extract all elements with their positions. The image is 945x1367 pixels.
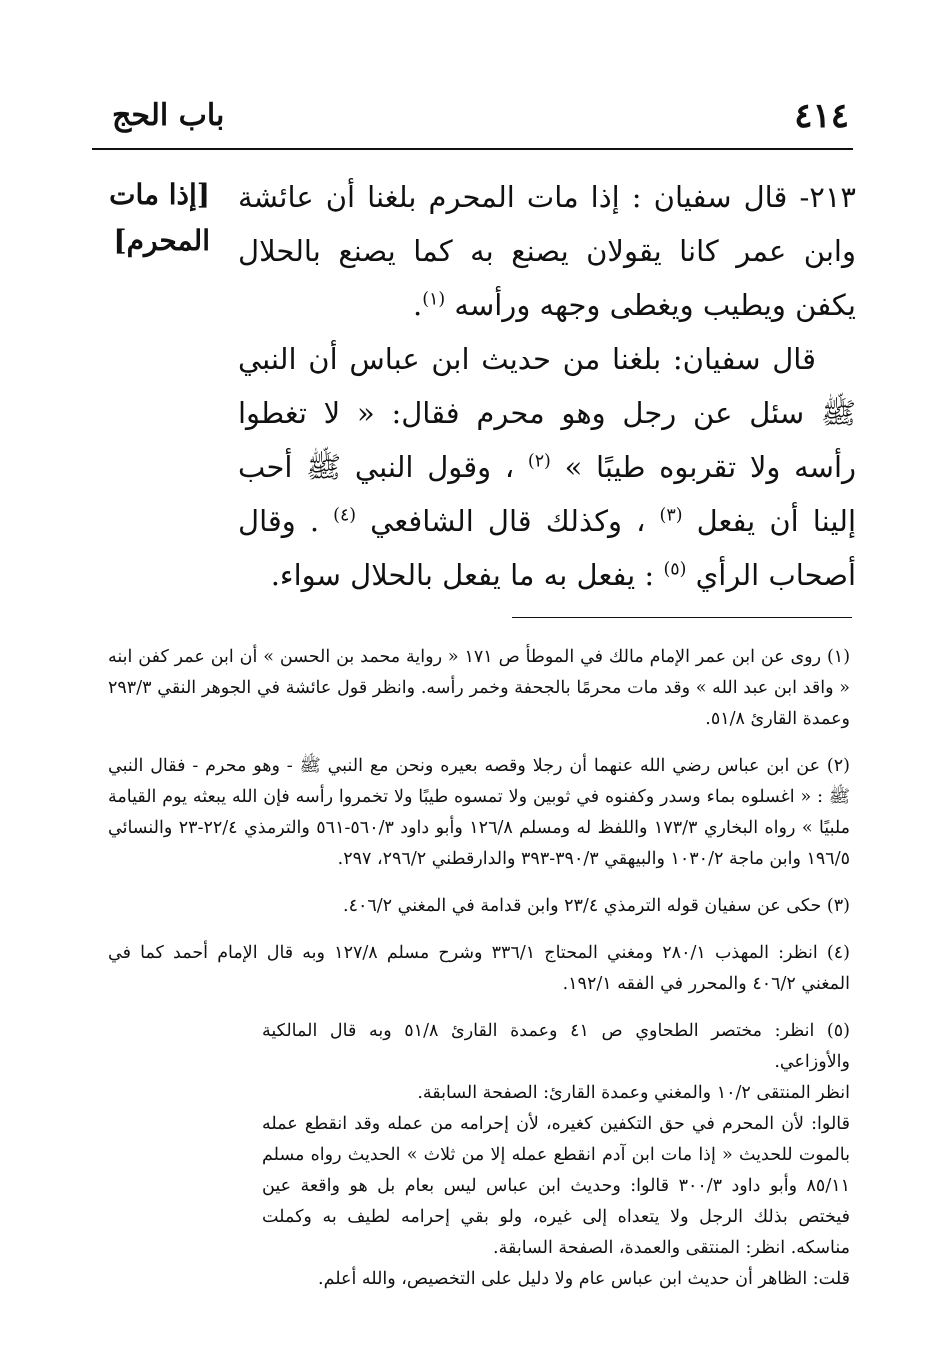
paragraph-part1: قال سفيان: بلغنا من حديث ابن عباس أن النبي ﷺ سئل عن رجل وهو محرم فقال: « لا تغطوا رأسه ولا تقربوه طيبًا » — [238, 342, 857, 484]
footnote-5-line1: (٥) انظر: مختصر الطحاوي ص ٤١ وعمدة القارئ ٥١/٨ وبه قال المالكية والأوزاعي. — [262, 1021, 850, 1072]
paragraph-sufyan — [238, 332, 856, 602]
paragraph-part2: ، وقول النبي ﷺ أحب إلينا أن يفعل — [238, 450, 856, 538]
footnote-ref-1: (١) — [422, 289, 446, 310]
footnote-5 — [108, 1016, 850, 1295]
footnote-ref-5: (٥) — [663, 559, 687, 580]
footnote-1: (١) روى عن ابن عمر الإمام مالك في الموطأ ص ١٧١ « رواية محمد بن الحسن » أن ابن عمر كفن ابنه « واقد ابن عبد الله » وقد مات محرمًا بالجحفة وخمر رأسه. وانظر قول عائشة في الجوهر النقي ٢٩٣/٣ وعمدة القارئ ٥١/٨. — [108, 647, 851, 729]
paragraph-213-end: . — [413, 288, 423, 322]
chapter-title: باب الحج — [112, 98, 225, 133]
margin-heading-line1: [إذا مات — [109, 178, 210, 211]
footnote-4: (٤) انظر: المهذب ٢٨٠/١ ومغني المحتاج ٣٣٦/١ وشرح مسلم ١٢٧/٨ وبه قال الإمام أحمد كما في المغني ٤٠٦/٢ والمحرر في الفقه ١٩٢/١. — [108, 943, 850, 994]
header-rule — [92, 148, 853, 150]
paragraph-213-text: ٢١٣- قال سفيان : إذا مات المحرم بلغنا أن عائشة وابن عمر كانا يقولان يصنع به كما يصنع بالحلال يكفن ويطيب ويغطى وجهه ورأسه — [238, 180, 856, 322]
footnote-ref-4: (٤) — [333, 505, 357, 526]
footnote-ref-2: (٢) — [527, 451, 551, 472]
footnote-3: (٣) حكى عن سفيان قوله الترمذي ٢٣/٤ وابن قدامة في المغني ٤٠٦/٢. — [342, 896, 850, 916]
margin-heading — [92, 172, 210, 264]
footnote-rule — [512, 617, 852, 618]
footnote-5-line3: قالوا: لأن المحرم في حق التكفين كغيره، لأن إحرامه من عمله وقد انقطع عمله بالموت للحديث « إذا مات ابن آدم انقطع عمله إلا من ثلاث » الحديث رواه مسلم ٨٥/١١ وأبو داود ٣٠٠/٣ قالوا: وحديث ابن عباس ليس بعام بل هو واقعة عين فيختص بذلك الرجل ولا يتعداه إلى غيره، ولو بقي إحرامه لطيف به وكملت مناسكه. انظر: المنتقى والعمدة، الصفحة السابقة. — [262, 1114, 851, 1258]
footnote-5-body — [262, 1016, 850, 1295]
footnote-5-line2: انظر المنتقى ١٠/٢ والمغني وعمدة القارئ: الصفحة السابقة. — [417, 1083, 850, 1103]
footnote-5-line4: قلت: الظاهر أن حديث ابن عباس عام ولا دليل على التخصيص، والله أعلم. — [318, 1269, 850, 1289]
paragraph-part3: ، وكذلك قال الشافعي — [370, 504, 646, 538]
margin-heading-line2: المحرم] — [113, 224, 210, 257]
footnote-2: (٢) عن ابن عباس رضي الله عنهما أن رجلا وقصه بعيره ونحن مع النبي ﷺ - وهو محرم - فقال النبي ﷺ : « اغسلوه بماء وسدر وكفنوه في ثوبين ولا تمسوه طيبًا ولا تخمروا رأسه فإن الله يبعثه يوم القيامة ملبيًا » رواه البخاري ١٧٣/٣ واللفظ له ومسلم ١٢٦/٨ وأبو داود ٥٦٠/٣-٥٦١ والترمذي ٢٢/٤-٢٣ والنسائي ١٩٦/٥ وابن ماجة ١٠٣٠/٢ والبيهقي ٣٩٠/٣-٣٩٣ والدارقطني ٢٩٦/٢، ٢٩٧. — [108, 756, 851, 869]
footnote-ref-3: (٣) — [659, 505, 683, 526]
paragraph-213 — [238, 170, 856, 332]
paragraph-part4: . وقال أصحاب الرأي — [238, 504, 856, 592]
page-number: ٤١٤ — [794, 96, 849, 136]
paragraph-part5: : يفعل به ما يفعل بالحلال سواء. — [270, 558, 655, 592]
footnotes — [108, 642, 850, 1311]
